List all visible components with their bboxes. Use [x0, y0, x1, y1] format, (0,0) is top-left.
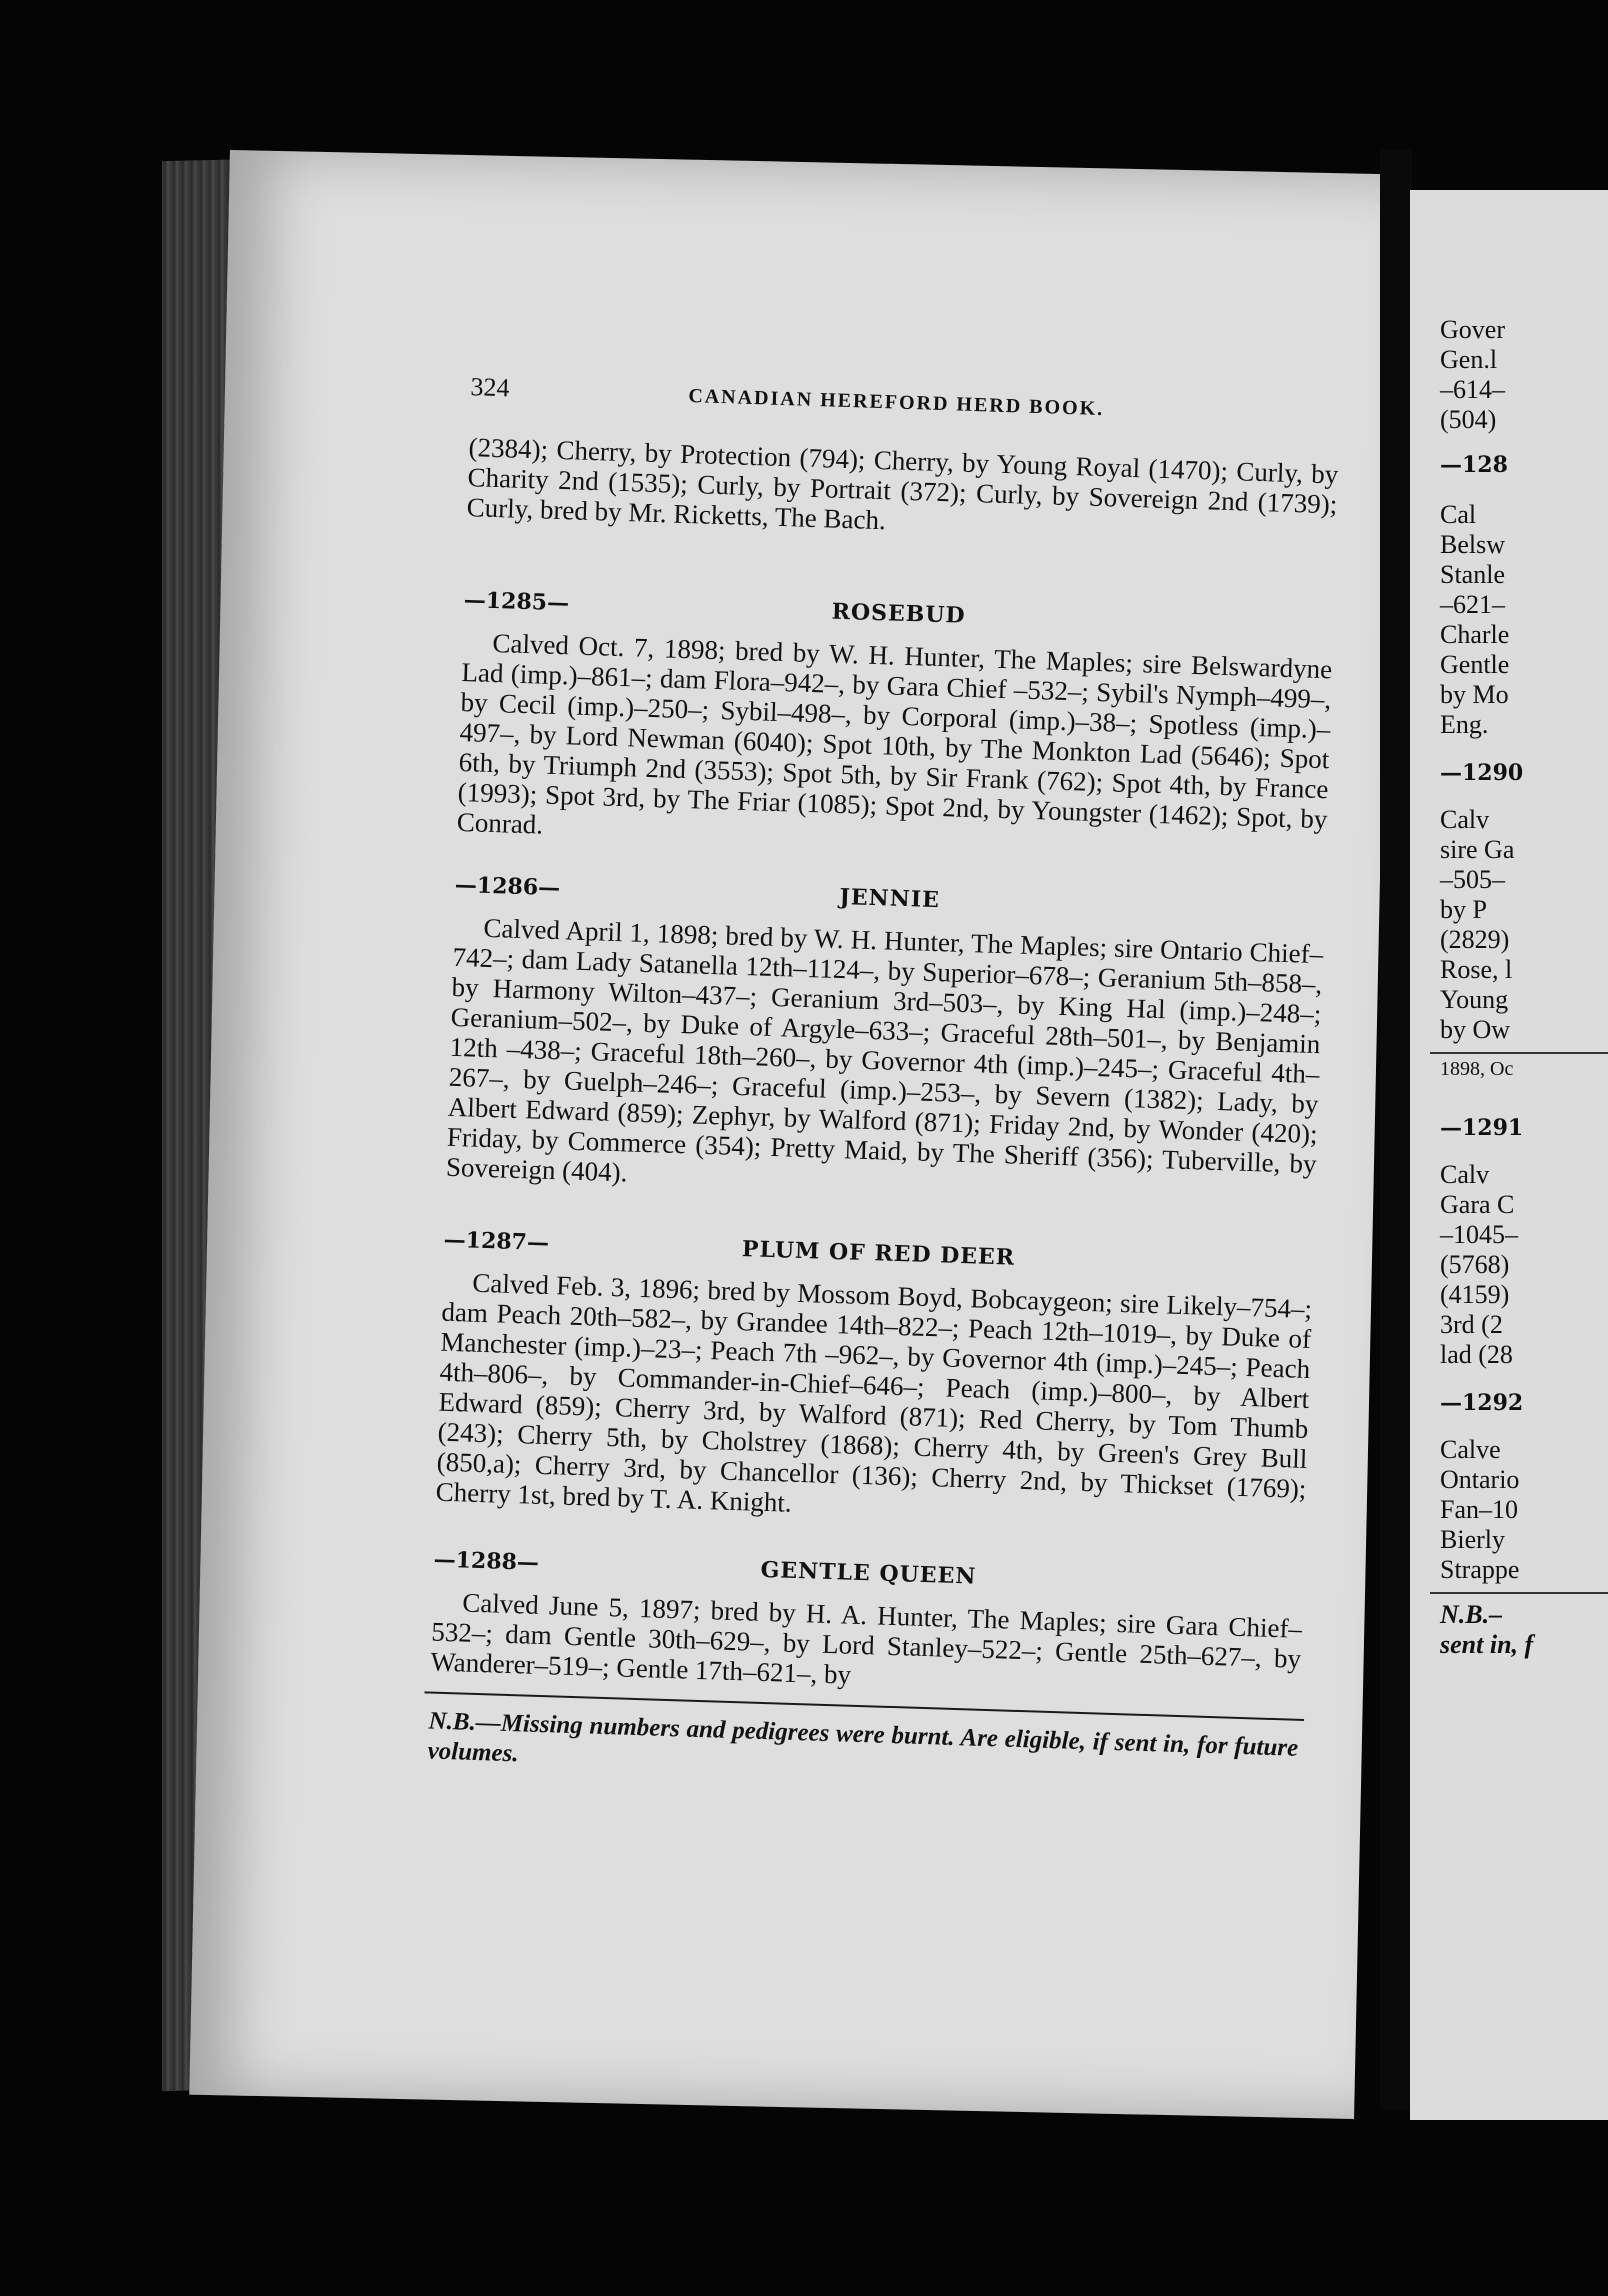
entry-name: JENNIE	[839, 883, 941, 914]
continuation-text	[466, 432, 1338, 549]
book-gutter	[1380, 150, 1412, 2110]
entry-number: —1286—	[454, 871, 561, 902]
paragraph: Calved Feb. 3, 1896; bred by Mossom Boyd, Bobcaygeon; sire Likely–754–; dam Peach 20th–582–, by Grandee 14th–822–; Peach 12th–1019–, by Duke of Manchester (imp.)–23–; Peach 7th –962–, by Governor 4th (imp.)–245–; Peach 4th–806–, by Commander-in-Chief–646–; Peach (imp.)–800–, by Albert Edward (859); Cherry 3rd, by Walford (871); Red Cherry, by Tom Thumb (243); Cherry 5th, by Cholstrey (1868); Cherry 4th, by Green's Grey Bull (850,a); Cherry 3rd, by Chancellor (136); Cherry 2nd, by Thickset (1769); Cherry 1st, bred by T. A. Knight.	[435, 1267, 1313, 1518]
right-page-line: by Mo	[1440, 680, 1509, 709]
paragraph: Calved April 1, 1898; bred by W. H. Hunter, The Maples; sire Ontario Chief–742–; dam Lady Satanella 12th–1124–, by Superior–678–; Geranium 5th–858–, by Harmony Wilton–437–; Geranium 3rd–503–, by King Hal (imp.)–248–; Geranium–502–, by Duke of Argyle–633–; Graceful 28th–501–, by Benjamin 12th –438–; Graceful 18th–260–, by Governor 4th (imp.)–245–; Graceful 4th–267–, by Guelph–246–; Graceful (imp.)–253–, by Severn (1382); Lady, by Albert Edward (859); Zephyr, by Walford (871); Friday 2nd, by Wonder (420); Friday, by Commerce (354); Pretty Maid, by The Sheriff (356); Tuberville, by Sovereign (404).	[445, 912, 1324, 1188]
entry-number: —1288—	[433, 1546, 540, 1576]
right-page-line: lad (28	[1440, 1340, 1513, 1369]
right-page-fragment	[1410, 190, 1608, 2120]
right-page-line: (4159)	[1440, 1280, 1510, 1309]
right-page-line: by P	[1440, 895, 1487, 924]
right-page-rule	[1430, 1052, 1608, 1054]
right-page-line: –621–	[1440, 590, 1505, 619]
right-page-line: Gentle	[1440, 650, 1510, 679]
right-page-line: Calve	[1440, 1435, 1501, 1464]
page-content	[193, 210, 1346, 1944]
right-page-line: Strappe	[1440, 1555, 1520, 1584]
right-page-line: Calv	[1440, 805, 1490, 834]
right-page-line: 1898, Oc	[1440, 1058, 1514, 1080]
right-page-footnote: N.B.–	[1440, 1600, 1503, 1629]
right-page-line: –1045–	[1440, 1220, 1518, 1249]
right-page-line: Eng.	[1440, 710, 1489, 739]
right-page-line: Rose, l	[1440, 955, 1513, 984]
right-page-line: Cal	[1440, 500, 1477, 529]
paragraph: Calved June 5, 1897; bred by H. A. Hunter, The Maples; sire Gara Chief–532–; dam Gentle 30th–629–, by Lord Stanley–522–; Gentle 25th–627–, by Wanderer–519–; Gentle 17th–621–, by	[430, 1587, 1303, 1690]
right-page-entry-number: —128	[1440, 452, 1508, 478]
right-page-line: Bierly	[1440, 1525, 1505, 1554]
entry-name: PLUM OF RED DEER	[741, 1236, 1016, 1271]
entry-name: ROSEBUD	[831, 598, 967, 629]
footnote: N.B.—Missing numbers and pedigrees were burnt. Are eligible, if sent in, for future volumes.	[427, 1707, 1299, 1768]
right-page-line: 3rd (2	[1440, 1310, 1503, 1339]
page-header	[470, 372, 1351, 440]
right-page-line: Gover	[1440, 315, 1505, 344]
right-page-line: Charle	[1440, 620, 1510, 649]
right-page-line: –505–	[1440, 865, 1505, 894]
paragraph: (2384); Cherry, by Protection (794); Cherry, by Young Royal (1470); Curly, by Charity 2nd (1535); Curly, by Portrait (372); Curly, by Sovereign 2nd (1739); Curly, bred by Mr. Ricketts, The Bach.	[466, 432, 1339, 536]
right-page-entry-number: —1291	[1440, 1115, 1524, 1141]
right-page-entry-number: —1292	[1440, 1390, 1524, 1416]
right-page-line: Gara C	[1440, 1190, 1515, 1219]
right-page-line: (2829)	[1440, 925, 1510, 954]
right-page-line: by Ow	[1440, 1015, 1511, 1044]
right-page-line: Ontario	[1440, 1465, 1520, 1494]
right-page-line: Stanle	[1440, 560, 1505, 589]
entry-pedigree	[430, 1587, 1302, 1704]
right-page-line: Young	[1440, 985, 1509, 1014]
entry-pedigree	[435, 1267, 1312, 1534]
right-page-line: sire Ga	[1440, 835, 1515, 864]
page-number: 324	[470, 372, 510, 403]
entry-number: —1287—	[443, 1226, 550, 1257]
right-page-line: Gen.l	[1440, 345, 1498, 374]
right-page-rule	[1430, 1592, 1608, 1594]
entry-number: —1285—	[463, 587, 570, 617]
right-page-line: Calv	[1440, 1160, 1490, 1189]
right-page-line: Fan–10	[1440, 1495, 1518, 1524]
right-page-line: (504)	[1440, 405, 1497, 434]
right-page-line: (5768)	[1440, 1250, 1510, 1279]
entry-pedigree	[456, 627, 1332, 864]
right-page-entry-number: —1290	[1440, 760, 1524, 786]
paragraph: Calved Oct. 7, 1898; bred by W. H. Hunter, The Maples; sire Belswardyne Lad (imp.)–861–; dam Flora–942–, by Gara Chief –532–; Sybil's Nymph–499–, by Cecil (imp.)–250–; Sybil–498–, by Corporal (imp.)–38–; Spotless (imp.)–497–, by Lord Newman (6040); Spot 10th, by The Monkton Lad (5646); Spot 6th, by Triumph 2nd (3553); Spot 5th, by Sir Frank (762); Spot 4th, by France (1993); Spot 3rd, by The Friar (1085); Spot 2nd, by Youngster (1462); Spot, by Conrad.	[456, 627, 1333, 840]
entry-pedigree	[446, 912, 1324, 1209]
right-page-line: –614–	[1440, 375, 1505, 404]
right-page-line: Belsw	[1440, 530, 1505, 559]
running-head: CANADIAN HEREFORD HERD BOOK.	[688, 384, 1105, 421]
right-page-footnote: sent in, f	[1440, 1630, 1534, 1659]
entry-name: GENTLE QUEEN	[760, 1556, 977, 1590]
